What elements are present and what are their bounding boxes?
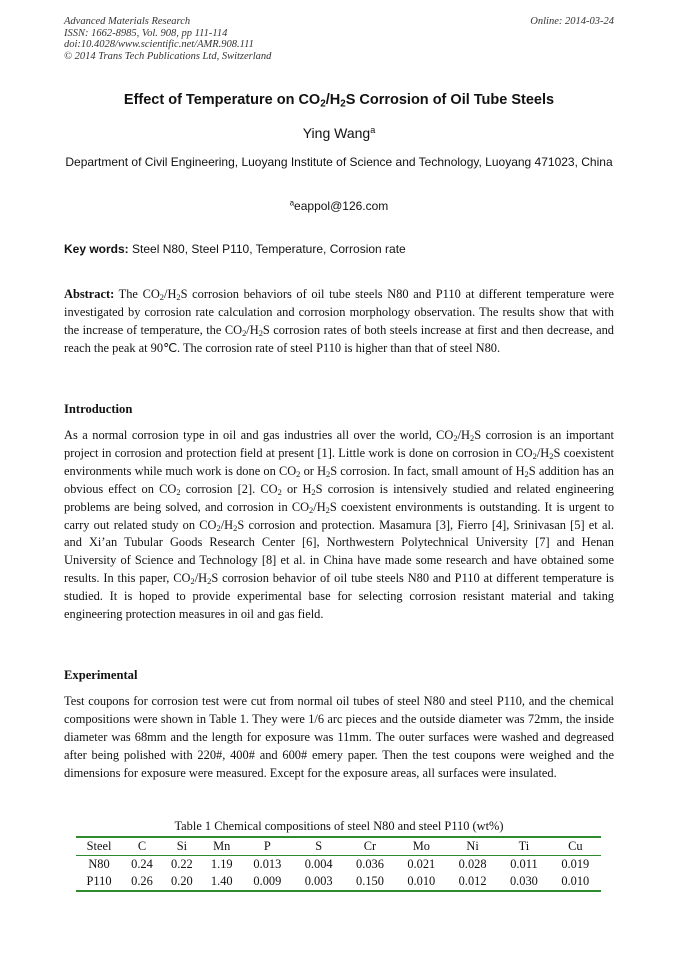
table-cell: 1.40: [202, 873, 242, 891]
keywords-label: Key words:: [64, 242, 129, 256]
table-header-row: [76, 837, 601, 856]
keywords-text: Steel N80, Steel P110, Temperature, Corrosion rate: [128, 242, 406, 256]
intro-text: S coexistent environments is outstanding. It is urgent to carry out related study on CO: [64, 499, 615, 532]
table-cell: 0.26: [122, 873, 162, 891]
table-cell: 0.012: [447, 873, 498, 891]
subscript: 2: [242, 327, 247, 338]
journal-header: [64, 16, 614, 62]
title-subscript: 2: [320, 98, 326, 110]
subscript: 2: [296, 468, 301, 479]
email-address: eappol@126.com: [294, 199, 389, 213]
column-header: C: [122, 837, 162, 856]
abstract-text: /H: [164, 287, 177, 301]
table-cell: 0.036: [356, 857, 384, 871]
intro-text: S corrosion is intensively studied and related engineering problems are being solved, and corrosion in CO: [64, 481, 614, 514]
intro-text: or H: [281, 481, 312, 496]
intro-text: /H: [536, 445, 550, 460]
abstract-text: S corrosion rates of both steels increase at first and then decrease, and reach the peak at 90℃. The corrosion rate of steel P110 is higher than that of steel N80.: [64, 322, 614, 355]
doi-line: doi:10.4028/www.scientific.net/AMR.908.111: [64, 39, 254, 50]
composition-table: [76, 836, 601, 892]
table-cell: 0.003: [293, 873, 344, 891]
experimental-paragraph: Test coupons for corrosion test were cut from normal oil tubes of steel N80 and steel P110, and the chemical compositions were shown in Table 1. They were 1/6 arc pieces and the outside diameter was 72mm, the inside diameter was 68mm and the length for exposure was 11mm. The outer surfaces were washed and degreased after being polished with 220#, 400# and 600# emery paper. Then the test coupons were weighed and the dimensions for exposure were measured. Except for the exposure areas, all surfaces were insulated.: [64, 694, 614, 780]
column-header: Si: [162, 837, 202, 856]
intro-text: S corrosion and protection. Masamura [3], Fierro [4], Srinivasan [5] et al. and Xi’an Tubular Goods Research Center [6], Northwestern Polytechnical University [7] and Henan University of Science and Technology [8] et al. in China have made some research and have obtained some results. In this paper, CO: [64, 517, 614, 586]
table-cell: 1.19: [210, 857, 233, 871]
abstract-text: S corrosion behaviors of oil tube steels N80 and P110 at different temperature were investigated by corrosion rate calculation and corrosion morphology observation. The results show that with the increase of temperature, the CO: [64, 287, 614, 337]
table-cell: 0.030: [498, 873, 549, 891]
subscript: 2: [233, 522, 238, 533]
abstract: [64, 286, 614, 358]
issn-line: ISSN: 1662-8985, Vol. 908, pp 111-114: [64, 27, 228, 39]
introduction-paragraph: [64, 427, 614, 624]
introduction-heading: Introduction: [64, 402, 133, 416]
table-cell: 0.22: [171, 857, 193, 871]
subscript: 2: [326, 468, 331, 479]
subscript: 2: [470, 433, 475, 444]
column-header: Mo: [396, 837, 447, 856]
subscript: 2: [216, 522, 221, 533]
subscript: 2: [159, 292, 164, 303]
email-superscript: a: [289, 198, 295, 208]
author-line: [40, 125, 638, 141]
intro-text: or H: [300, 463, 327, 478]
table-caption: Table 1 Chemical compositions of steel N80 and steel P110 (wt%): [174, 819, 504, 833]
column-header: Cr: [344, 837, 395, 856]
email-line: [40, 199, 638, 213]
intro-text: As a normal corrosion type in oil and gas industries all over the world, CO: [64, 428, 454, 442]
subscript: 2: [258, 327, 263, 338]
table-row: [76, 856, 601, 874]
title-part: Effect of Temperature on CO: [123, 92, 321, 108]
subscript: 2: [325, 504, 330, 515]
abstract-label: Abstract:: [64, 287, 115, 301]
table-cell: 0.004: [304, 857, 333, 871]
column-header: P: [242, 837, 293, 856]
abstract-text: The CO: [114, 287, 160, 301]
column-header: Ti: [498, 837, 549, 856]
copyright-line: © 2014 Trans Tech Publications Ltd, Switzerland: [64, 50, 272, 62]
intro-text: S coexistent environments while much work is done on CO: [64, 445, 614, 478]
table-cell: 0.010: [396, 873, 447, 891]
table-cell: 0.150: [344, 873, 395, 891]
column-header: Cu: [550, 837, 601, 856]
title-part: S Corrosion of Oil Tube Steels: [345, 92, 555, 108]
subscript: 2: [524, 468, 529, 479]
column-header: Mn: [202, 837, 242, 856]
paper-title: [40, 92, 638, 108]
intro-text: S corrosion behavior of oil tube steels N80 and P110 at different temperature is studied. It is hoped to provide experimental base for selecting corrosion resistant material and taking engineering protection measures in oil and gas field.: [64, 571, 614, 622]
subscript: 2: [176, 486, 181, 497]
table-cell: 0.010: [550, 873, 601, 891]
table-cell: 0.019: [561, 857, 590, 871]
intro-text: /H: [220, 517, 234, 532]
intro-text: S corrosion. In fact, small amount of H: [330, 463, 525, 478]
subscript: 2: [532, 451, 537, 461]
table-cell: 0.009: [242, 873, 293, 891]
experimental-heading: Experimental: [64, 668, 138, 682]
subscript: 2: [176, 292, 181, 303]
affiliation: Department of Civil Engineering, Luoyang Institute of Science and Technology, Luoyang 471023, China: [65, 155, 613, 169]
table-cell: 0.021: [407, 857, 436, 871]
table-cell: 0.013: [253, 857, 282, 871]
intro-text: /H: [313, 499, 326, 514]
intro-text: corrosion [2]. CO: [180, 481, 278, 496]
author-name: Ying Wang: [302, 125, 371, 141]
table-cell: 0.24: [131, 857, 153, 871]
intro-text: S addition has an obvious effect on CO: [64, 463, 614, 496]
subscript: 2: [311, 486, 316, 497]
table-cell: N80: [88, 857, 110, 871]
column-header: S: [293, 837, 344, 856]
column-header: Ni: [447, 837, 498, 856]
subscript: 2: [309, 504, 314, 515]
author-superscript: a: [370, 125, 376, 135]
title-subscript: 2: [340, 98, 346, 110]
subscript: 2: [453, 433, 458, 444]
subscript: 2: [549, 451, 554, 461]
table-cell: 0.011: [510, 857, 538, 871]
intro-text: /H: [194, 571, 208, 586]
intro-text: /H: [457, 428, 470, 442]
keywords: [64, 242, 614, 256]
table-cell: 0.20: [162, 873, 202, 891]
subscript: 2: [207, 576, 212, 587]
intro-text: S corrosion is an important project in corrosion and protection field at present [1]. Little work is done on corrosion in CO: [64, 428, 614, 460]
table-cell: P110: [76, 873, 122, 891]
column-header: Steel: [76, 837, 122, 856]
journal-name: Advanced Materials Research: [64, 16, 191, 27]
title-part: /H: [325, 92, 341, 108]
subscript: 2: [190, 576, 195, 587]
table-cell: 0.028: [458, 857, 487, 871]
subscript: 2: [277, 486, 282, 497]
abstract-text: /H: [246, 322, 259, 337]
table-row: [76, 873, 601, 891]
online-date: Online: 2014-03-24: [530, 16, 614, 27]
